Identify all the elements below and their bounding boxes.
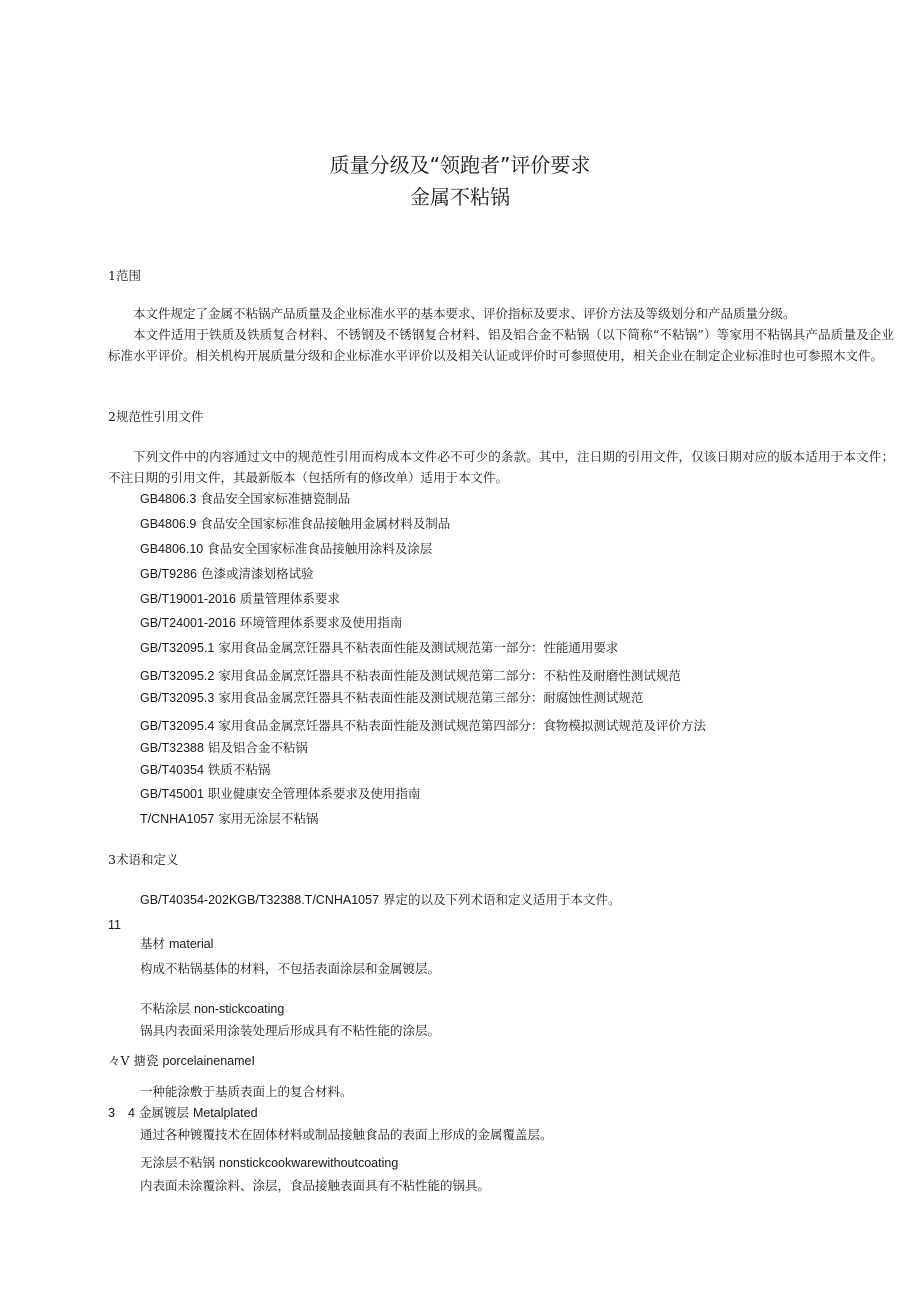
term-definition: 锅具内表面采用涂装处理后形成具有不粘性能的涂层。 [140,1023,441,1038]
reference-item [140,690,643,706]
document-subtitle: 金属不粘锅 [410,185,510,209]
reference-code: T/CNHA1057 [140,812,215,826]
reference-title: 家用食品金属烹饪器具不粘表面性能及测试规范第三部分：耐腐蚀性测试规范 [218,690,644,705]
reference-title: 食品安全国家标准食品接触用涂料及涂层 [207,541,433,556]
reference-code: GB/T32095.3 [140,691,215,705]
term-heading [140,1155,398,1171]
reference-title: 家用无涂层不粘锅 [218,811,319,826]
term-number: 4 [128,1106,135,1120]
term-prefix: 々V [108,1053,130,1068]
term-definition: 一种能涂敷于基质表面上的复合材料。 [140,1084,353,1099]
term-number: 11 [108,918,121,932]
reference-title: 食品安全国家标准搪瓷制品 [200,491,351,506]
reference-item [140,740,308,756]
reference-code: GB4806.10 [140,542,204,556]
term-english: nonstickcookwarewithoutcoating [219,1156,399,1170]
section-3-intro [140,892,621,908]
reference-title: 家用食品金属烹饪器具不粘表面性能及测试规范第二部分：不粘性及耐磨性测试规范 [218,668,681,683]
reference-code: GB/T32095.4 [140,719,215,733]
reference-code: GB4806.3 [140,492,197,506]
document-title: 质量分级及“领跑者”评价要求 [329,153,591,177]
section-1-paragraph-1: 本文件规定了金属不粘锅产品质量及企业标准水平的基本要求、评价指标及要求、评价方法及等级划分和产品质量分级。 [133,306,796,321]
term-chinese: 不粘涂层 [140,1001,191,1016]
term-english: porcelainenameI [162,1054,255,1068]
reference-item [140,811,318,827]
reference-code: GB/T40354 [140,763,204,777]
section-2-heading: 2规范性引用文件 [108,409,204,424]
section-1-paragraph-2: 本文件适用于铁质及铁质复合材料、不锈钢及不锈钢复合材料、铝及铝合金不粘锅（以下简称“不粘锅”）等家用不粘锅具产品质量及企业标准水平评价。相关机构开展质量分级和企业标准水平评价以及相关认证或评价时可参照使用，相关企业在制定企业标准时也可参照木文件。 [108,327,894,363]
term-definition: 通过各种镀覆技术在固体材料或制品接触食品的表面上形成的金属覆盖层。 [140,1127,553,1142]
reference-code: GB/T9286 [140,567,197,581]
reference-item [140,718,706,734]
term-english: material [169,937,214,951]
reference-title: 职业健康安全管理体系要求及使用指南 [207,786,421,801]
reference-item [140,668,681,684]
term-heading [140,1001,284,1017]
term-chinese: 搪瓷 [133,1053,159,1068]
reference-item [140,516,450,532]
term-heading [108,1053,255,1069]
term-english: Metalplated [192,1106,258,1120]
reference-item [140,566,313,582]
section-2-paragraph-1: 下列文件中的内容通过文中的规范性引用而构成本文件必不可少的条款。其中，注日期的引用文件，仅该日期对应的版本适用于本文件；不注日期的引用文件，其最新版本（包括所有的修改单）适用于本文件。 [108,449,894,485]
reference-code: GB/T19001-2016 [140,592,236,606]
reference-title: 质量管理体系要求 [239,591,340,606]
reference-item [140,491,350,507]
term-number: 3 [108,1106,115,1120]
reference-title: 家用食品金属烹饪器具不粘表面性能及测试规范第一部分：性能通用要求 [218,640,619,655]
reference-title: 铝及铝合金不粘锅 [207,740,308,755]
term-definition: 构成不粘锅基体的材料，不包括表面涂层和金属镀层。 [140,961,441,976]
reference-item [140,762,270,778]
reference-item [140,591,340,607]
reference-title: 铁质不粘锅 [207,762,271,777]
term-english: non-stickcoating [194,1002,285,1016]
reference-code: GB/T24001-2016 [140,616,236,630]
reference-code: GB/T45001 [140,787,204,801]
reference-item [140,541,432,557]
reference-item [140,615,402,631]
term-definition: 内表面未涂覆涂料、涂层，食品接触表面具有不粘性能的锅具。 [140,1178,491,1193]
reference-title: 色漆或清漆划格试验 [200,566,314,581]
reference-code: GB4806.9 [140,517,197,531]
reference-title: 食品安全国家标准食品接触用金属材料及制品 [200,516,451,531]
reference-title: 家用食品金属烹饪器具不粘表面性能及测试规范第四部分：食物模拟测试规范及评价方法 [218,718,706,733]
section-3-intro-text: 界定的以及下列术语和定义适用于本文件。 [383,892,621,907]
term-heading [128,1105,258,1121]
term-heading [140,936,213,952]
term-chinese: 金属镀层 [138,1105,189,1120]
section-1-heading: 1范围 [108,268,141,283]
reference-code: GB/T32095.1 [140,641,215,655]
reference-item [140,786,420,802]
reference-item [140,640,618,656]
term-chinese: 基材 [140,936,166,951]
section-3-intro-code: GB/T40354-202KGB/T32388.T/CNHA1057 [140,893,380,907]
reference-title: 环境管理体系要求及使用指南 [239,615,403,630]
section-3-heading: 3术语和定义 [108,852,179,867]
reference-code: GB/T32388 [140,741,204,755]
reference-code: GB/T32095.2 [140,669,215,683]
term-chinese: 无涂层不粘锅 [140,1155,216,1170]
